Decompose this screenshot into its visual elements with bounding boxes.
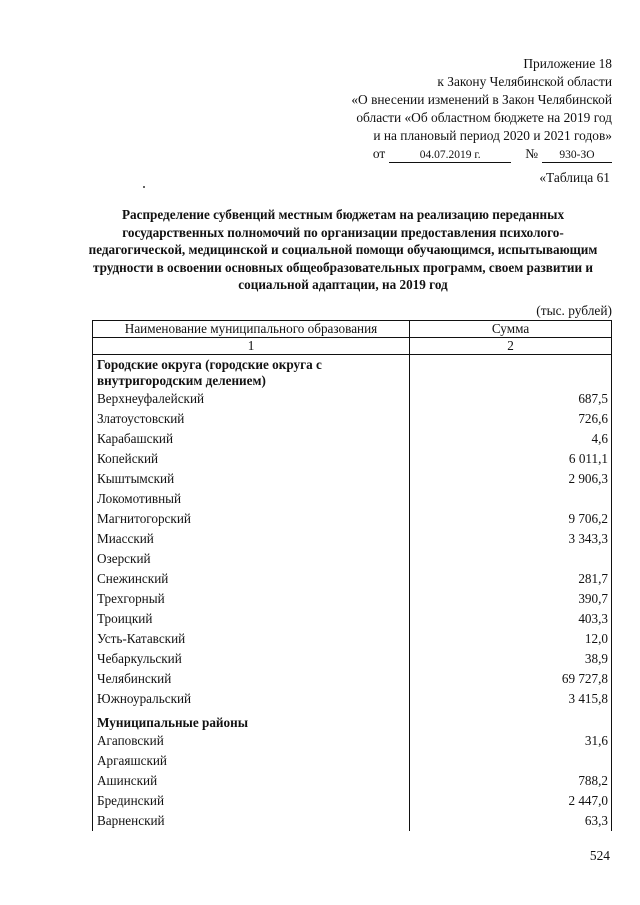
number-label: № xyxy=(525,146,538,161)
table-row xyxy=(93,649,612,669)
municipality-name: Агаповский xyxy=(93,731,410,751)
law-number: 930-ЗО xyxy=(542,148,612,163)
table-row xyxy=(93,509,612,529)
municipality-name: Трехгорный xyxy=(93,589,410,609)
subvention-amount: 12,0 xyxy=(410,629,612,649)
municipality-name: Верхнеуфалейский xyxy=(93,389,410,409)
subventions-table xyxy=(92,320,612,831)
table-row xyxy=(93,389,612,409)
subvention-amount: 38,9 xyxy=(410,649,612,669)
law-reference: к Закону Челябинской области xyxy=(437,74,612,89)
page-number: 524 xyxy=(589,848,610,863)
units-label: (тыс. рублей) xyxy=(536,303,612,318)
table-row xyxy=(93,689,612,709)
subvention-amount: 4,6 xyxy=(410,429,612,449)
date-label: от xyxy=(372,146,386,161)
municipality-name: Варненский xyxy=(93,811,410,831)
table-row xyxy=(93,589,612,609)
subvention-amount: 3 415,8 xyxy=(410,689,612,709)
table-row xyxy=(93,469,612,489)
table-row xyxy=(93,731,612,751)
empty-cell xyxy=(410,709,612,731)
table-row xyxy=(93,669,612,689)
table-row xyxy=(93,771,612,791)
subvention-amount: 2 447,0 xyxy=(410,791,612,811)
municipality-name: Ашинский xyxy=(93,771,410,791)
subvention-amount: 31,6 xyxy=(410,731,612,751)
municipality-name: Кыштымский xyxy=(93,469,410,489)
subvention-amount: 390,7 xyxy=(410,589,612,609)
table-row xyxy=(93,791,612,811)
municipality-name: Чебаркульский xyxy=(93,649,410,669)
municipality-name: Миасский xyxy=(93,529,410,549)
municipality-name: Южноуральский xyxy=(93,689,410,709)
column-number-row xyxy=(93,338,612,355)
table-body xyxy=(93,338,612,832)
column-header-name: Наименование муниципального образования xyxy=(93,321,410,338)
municipality-name: Троицкий xyxy=(93,609,410,629)
section-heading: Муниципальные районы xyxy=(93,709,410,731)
law-date: 04.07.2019 г. xyxy=(389,148,511,163)
subvention-amount xyxy=(410,751,612,771)
law-title-line: «О внесении изменений в Закон Челябинской xyxy=(351,92,612,107)
municipality-name: Челябинский xyxy=(93,669,410,689)
subvention-amount: 687,5 xyxy=(410,389,612,409)
subvention-amount: 403,3 xyxy=(410,609,612,629)
table-row xyxy=(93,549,612,569)
table-label: «Таблица 61 xyxy=(539,170,610,185)
appendix-number: Приложение 18 xyxy=(523,56,612,71)
section-row xyxy=(93,709,612,731)
table-row xyxy=(93,529,612,549)
subvention-amount: 3 343,3 xyxy=(410,529,612,549)
section-heading: Городские округа (городские округа с внутригородским делением) xyxy=(93,355,410,390)
table-row xyxy=(93,489,612,509)
table-row xyxy=(93,811,612,831)
table-row xyxy=(93,629,612,649)
table-header-row xyxy=(93,321,612,338)
municipality-name: Озерский xyxy=(93,549,410,569)
subvention-amount: 9 706,2 xyxy=(410,509,612,529)
subvention-amount: 63,3 xyxy=(410,811,612,831)
subvention-amount: 281,7 xyxy=(410,569,612,589)
column-number: 1 xyxy=(93,338,410,355)
municipality-name: Аргаяшский xyxy=(93,751,410,771)
stray-dot xyxy=(143,186,145,188)
column-number: 2 xyxy=(410,338,612,355)
municipality-name: Карабашский xyxy=(93,429,410,449)
table-row xyxy=(93,751,612,771)
appendix-header xyxy=(282,55,612,163)
municipality-name: Копейский xyxy=(93,449,410,469)
municipality-name: Усть-Катавский xyxy=(93,629,410,649)
law-date-number xyxy=(282,145,612,163)
municipality-name: Локомотивный xyxy=(93,489,410,509)
empty-cell xyxy=(410,355,612,390)
subvention-amount: 69 727,8 xyxy=(410,669,612,689)
subvention-amount xyxy=(410,549,612,569)
table-row xyxy=(93,429,612,449)
municipality-name: Магнитогорский xyxy=(93,509,410,529)
table-row xyxy=(93,569,612,589)
municipality-name: Златоустовский xyxy=(93,409,410,429)
column-header-amount: Сумма xyxy=(410,321,612,338)
table-row xyxy=(93,609,612,629)
subvention-amount xyxy=(410,489,612,509)
municipality-name: Брединский xyxy=(93,791,410,811)
subvention-amount: 726,6 xyxy=(410,409,612,429)
law-title-line: и на плановый период 2020 и 2021 годов» xyxy=(373,128,612,143)
section-row xyxy=(93,355,612,390)
table-row xyxy=(93,409,612,429)
subvention-amount: 788,2 xyxy=(410,771,612,791)
subvention-amount: 2 906,3 xyxy=(410,469,612,489)
law-title-line: области «Об областном бюджете на 2019 год xyxy=(356,110,612,125)
table-row xyxy=(93,449,612,469)
subvention-amount: 6 011,1 xyxy=(410,449,612,469)
municipality-name: Снежинский xyxy=(93,569,410,589)
document-title: Распределение субвенций местным бюджетам на реализацию переданных государственных полномочий по организации предоставления психолого-педагогической, медицинской и социальной помощи обучающимся, испытывающим трудности в освоении основных общеобразовательных программ, своем развитии и социальной адаптации, на 2019 год xyxy=(88,207,598,293)
